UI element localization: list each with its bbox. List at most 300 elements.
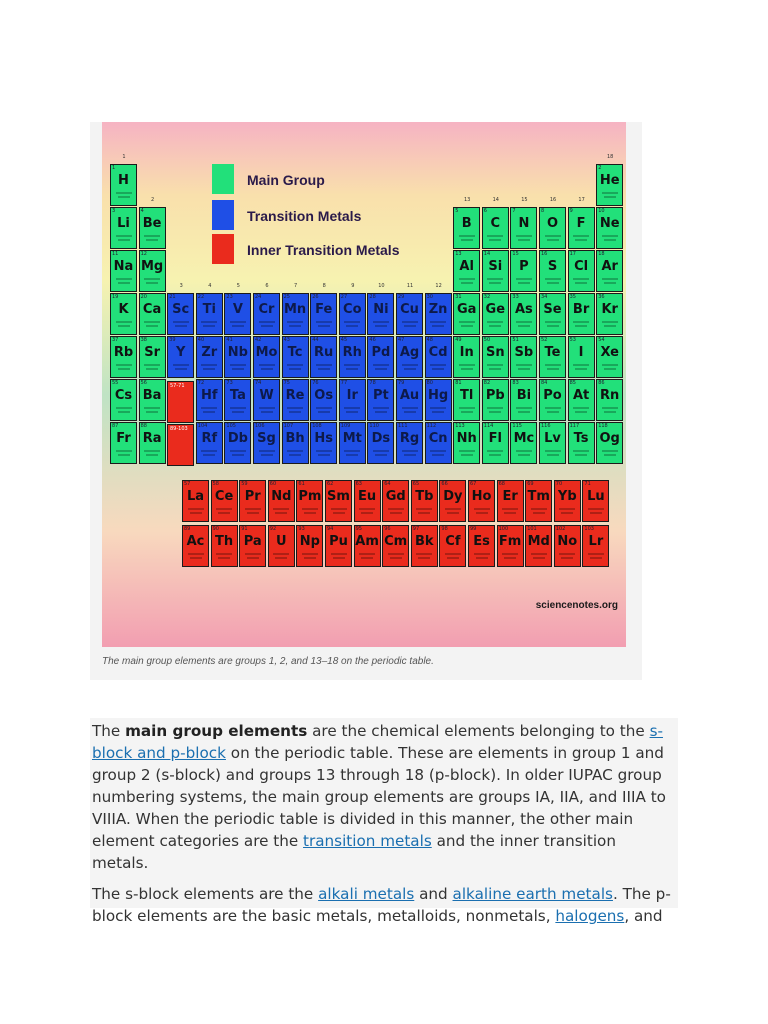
element-symbol: Co [343, 302, 362, 317]
element-name-text [373, 364, 389, 366]
atomic-mass-text [361, 557, 373, 559]
element-symbol: Db [227, 431, 248, 446]
element-symbol: Cm [384, 534, 408, 549]
atomic-mass-text [518, 368, 530, 370]
atomic-number: 58 [212, 481, 219, 487]
element-symbol: Mo [255, 345, 278, 360]
image-credit: sciencenotes.org [535, 600, 618, 611]
atomic-number: 85 [569, 380, 576, 386]
element-cell-es [468, 525, 495, 567]
element-cell-se [539, 293, 566, 335]
atomic-mass-text [289, 411, 301, 413]
atomic-mass-text [518, 454, 530, 456]
atomic-mass-text [203, 368, 215, 370]
element-cell-na [110, 250, 137, 292]
atomic-mass-text [218, 512, 230, 514]
element-name-text [302, 508, 318, 510]
element-cell-ho [468, 480, 495, 522]
atomic-number: 18 [598, 251, 605, 257]
atomic-number: 62 [327, 481, 334, 487]
atomic-number: 100 [498, 526, 509, 532]
element-name-text [331, 508, 347, 510]
atomic-number: 22 [197, 294, 205, 300]
element-cell-lu [582, 480, 609, 522]
atomic-number: 32 [483, 294, 491, 300]
element-symbol: Sn [485, 345, 505, 360]
element-cell-fm [497, 525, 524, 567]
element-cell-hs [310, 422, 337, 464]
atomic-number: 76 [312, 380, 319, 386]
element-symbol: W [259, 388, 274, 403]
element-cell-xe [596, 336, 623, 378]
group-number-label: 11 [406, 283, 414, 289]
element-cell-ds [367, 422, 394, 464]
element-name-text [188, 553, 204, 555]
atomic-number: 47 [398, 337, 405, 343]
atomic-mass-text [190, 557, 202, 559]
atomic-number: 116 [541, 423, 551, 429]
atomic-number: 36 [598, 294, 605, 300]
atomic-mass-text [418, 512, 430, 514]
atomic-number: 37 [112, 337, 119, 343]
element-cell-lr [582, 525, 609, 567]
atomic-mass-text [232, 325, 244, 327]
element-name-text [459, 321, 475, 323]
group-number-label: 17 [578, 197, 585, 203]
element-symbol: Na [113, 259, 134, 274]
atomic-number: 52 [541, 337, 548, 343]
element-cell-in [453, 336, 480, 378]
atomic-mass-text [118, 411, 130, 413]
atomic-number: 51 [512, 337, 519, 343]
element-name-text [559, 508, 575, 510]
element-cell-b [453, 207, 480, 249]
element-name-text [216, 508, 232, 510]
atomic-mass-text [404, 454, 416, 456]
atomic-number: 113 [455, 423, 465, 429]
element-name-text [359, 508, 375, 510]
atomic-number: 26 [312, 294, 319, 300]
atomic-number: 50 [483, 337, 491, 343]
element-cell-pr [239, 480, 266, 522]
element-cell-mn [282, 293, 309, 335]
atomic-mass-text [375, 368, 387, 370]
atomic-mass-text [489, 282, 501, 284]
element-symbol: Pm [298, 489, 322, 504]
element-cell-kr [596, 293, 623, 335]
element-name-text [602, 192, 618, 194]
atomic-number: 75 [283, 380, 290, 386]
element-name-text [445, 508, 461, 510]
element-cell-tc [282, 336, 309, 378]
atomic-mass-text [518, 282, 530, 284]
atomic-number: 20 [140, 294, 147, 300]
atomic-number: 14 [483, 251, 491, 257]
element-cell-at [568, 379, 595, 421]
atomic-number: 43 [283, 337, 290, 343]
element-symbol: Ds [371, 431, 391, 446]
atomic-mass-text [447, 512, 459, 514]
atomic-number: 97 [412, 526, 420, 532]
element-symbol: Rf [201, 431, 218, 446]
atomic-mass-text [261, 454, 273, 456]
atomic-number: 64 [384, 481, 391, 487]
element-symbol: K [118, 302, 129, 317]
element-name-text [430, 321, 446, 323]
atomic-mass-text [333, 557, 345, 559]
element-name-text [173, 321, 189, 323]
atomic-number: 3 [112, 208, 116, 214]
element-name-text [316, 364, 332, 366]
element-name-text [287, 407, 303, 409]
element-cell-au [396, 379, 423, 421]
atomic-number: 84 [541, 380, 548, 386]
element-symbol: N [518, 216, 530, 231]
element-cell-n [510, 207, 537, 249]
element-name-text [344, 321, 360, 323]
element-name-text [573, 278, 589, 280]
element-symbol: Mt [342, 431, 362, 446]
element-name-text [487, 364, 503, 366]
atomic-mass-text [476, 512, 488, 514]
element-cell-nd [268, 480, 295, 522]
atomic-number: 66 [441, 481, 448, 487]
atomic-mass-text [489, 325, 501, 327]
atomic-number: 60 [269, 481, 277, 487]
atomic-number: 54 [598, 337, 605, 343]
element-cell-ar [596, 250, 623, 292]
atomic-number: 16 [541, 251, 548, 257]
element-name-text [531, 553, 547, 555]
element-cell-cm [382, 525, 409, 567]
element-symbol: Nd [271, 489, 292, 504]
atomic-mass-text [518, 325, 530, 327]
element-symbol: Li [117, 216, 130, 231]
atomic-mass-text [604, 239, 616, 241]
element-cell-cl [568, 250, 595, 292]
element-name-text [573, 450, 589, 452]
element-symbol: Ti [202, 302, 216, 317]
atomic-number: 9 [569, 208, 573, 214]
atomic-number: 77 [340, 380, 348, 386]
atomic-mass-text [146, 282, 158, 284]
element-name-text [116, 364, 132, 366]
atomic-mass-text [604, 325, 616, 327]
atomic-number: 114 [483, 423, 494, 429]
atomic-mass-text [375, 325, 387, 327]
element-cell-sg [253, 422, 280, 464]
group-number-label: 12 [435, 283, 442, 289]
element-name-text [402, 407, 418, 409]
atomic-number: 71 [584, 481, 591, 487]
element-name-text [474, 508, 490, 510]
atomic-mass-text [604, 454, 616, 456]
element-symbol: Tc [287, 345, 303, 360]
element-name-text [430, 407, 446, 409]
element-symbol: Bk [415, 534, 434, 549]
element-symbol: Cl [574, 259, 589, 274]
legend-swatch-main-group [212, 164, 234, 194]
atomic-mass-text [547, 239, 559, 241]
element-name-text [545, 235, 561, 237]
element-symbol: Ne [599, 216, 620, 231]
element-symbol: Ge [485, 302, 506, 317]
element-symbol: Ni [373, 302, 389, 317]
element-cell-po [539, 379, 566, 421]
element-name-text [459, 407, 475, 409]
element-symbol: Te [544, 345, 561, 360]
group-number-label: 1 [122, 154, 126, 160]
element-symbol: In [459, 345, 474, 360]
element-cell-ba [139, 379, 166, 421]
atomic-number: 74 [255, 380, 262, 386]
element-name-text [373, 407, 389, 409]
element-symbol: Zr [201, 345, 218, 360]
atomic-number: 48 [426, 337, 433, 343]
element-symbol: Ag [399, 345, 420, 360]
element-symbol: Lr [588, 534, 604, 549]
element-cell-te [539, 336, 566, 378]
element-cell-bh [282, 422, 309, 464]
element-symbol: At [572, 388, 590, 403]
element-symbol: Hf [201, 388, 218, 403]
element-name-text [602, 278, 618, 280]
group-number-label: 5 [236, 283, 240, 289]
element-cell-si [482, 250, 509, 292]
legend-label-main-group: Main Group [247, 172, 325, 188]
element-cell-u [268, 525, 295, 567]
atomic-mass-text [247, 512, 259, 514]
atomic-number: 30 [426, 294, 433, 300]
text: and [414, 885, 453, 903]
link-transition-metals[interactable]: transition metals [303, 832, 432, 850]
element-name-text [416, 508, 432, 510]
group-number-label: 10 [378, 283, 385, 289]
element-cell-tm [525, 480, 552, 522]
element-cell-co [339, 293, 366, 335]
element-symbol: Ca [142, 302, 162, 317]
element-cell-h [110, 164, 137, 206]
element-cell-nb [224, 336, 251, 378]
element-cell-la [182, 480, 209, 522]
atomic-number: 27 [340, 294, 348, 300]
element-name-text [287, 364, 303, 366]
element-name-text [602, 321, 618, 323]
element-cell-zn [425, 293, 452, 335]
atomic-number: 15 [512, 251, 519, 257]
element-symbol: Pr [244, 489, 261, 504]
atomic-number: 8 [541, 208, 545, 214]
element-name-text [144, 364, 160, 366]
element-symbol: Er [502, 489, 518, 504]
element-symbol: La [186, 489, 205, 504]
element-cell-k [110, 293, 137, 335]
atomic-number: 31 [455, 294, 462, 300]
element-symbol: Ac [186, 534, 205, 549]
atomic-number: 46 [369, 337, 376, 343]
element-symbol: Au [399, 388, 420, 403]
element-cell-sr [139, 336, 166, 378]
atomic-mass-text [461, 454, 473, 456]
element-symbol: Dy [443, 489, 463, 504]
element-symbol: P [519, 259, 529, 274]
element-name-text [344, 407, 360, 409]
atomic-number: 117 [569, 423, 580, 429]
element-name-text [316, 450, 332, 452]
element-cell-al [453, 250, 480, 292]
element-name-text [273, 553, 289, 555]
atomic-mass-text [575, 411, 587, 413]
atomic-number: 104 [197, 423, 208, 429]
element-name-text [602, 407, 618, 409]
element-cell-ts [568, 422, 595, 464]
atomic-number: 1 [112, 165, 116, 171]
atomic-number: 89 [184, 526, 191, 532]
element-cell-rf [196, 422, 223, 464]
atomic-number: 42 [255, 337, 262, 343]
group-number-label: 14 [492, 197, 499, 203]
element-cell-mg [139, 250, 166, 292]
element-symbol: Al [459, 259, 474, 274]
element-name-text [516, 407, 532, 409]
element-name-text [602, 364, 618, 366]
element-name-text [487, 235, 503, 237]
element-symbol: B [461, 216, 472, 231]
element-cell-ti [196, 293, 223, 335]
element-name-text [316, 321, 332, 323]
group-number-label: 9 [351, 283, 355, 289]
element-symbol: Cd [428, 345, 448, 360]
element-symbol: Nh [456, 431, 477, 446]
element-name-text [344, 364, 360, 366]
element-cell-pd [367, 336, 394, 378]
atomic-number: 115 [512, 423, 522, 429]
atomic-number: 105 [226, 423, 236, 429]
element-symbol: Cs [114, 388, 133, 403]
element-cell-ta [224, 379, 251, 421]
link-alkaline-earth-metals[interactable]: alkaline earth metals [452, 885, 613, 903]
group-number-label: 6 [265, 283, 269, 289]
atomic-mass-text [604, 196, 616, 198]
element-cell-ru [310, 336, 337, 378]
element-name-text [230, 450, 246, 452]
element-name-text [144, 321, 160, 323]
element-symbol: Rh [342, 345, 362, 360]
atomic-number: 93 [298, 526, 305, 532]
atomic-mass-text [518, 411, 530, 413]
element-name-text [588, 553, 604, 555]
element-name-text [430, 364, 446, 366]
element-name-text [144, 278, 160, 280]
text: and the inner transition metals. [92, 832, 616, 872]
element-symbol: Np [299, 534, 320, 549]
element-symbol: Pd [371, 345, 391, 360]
atomic-mass-text [261, 411, 273, 413]
element-name-text [573, 235, 589, 237]
atomic-number: 107 [283, 423, 294, 429]
element-symbol: U [276, 534, 287, 549]
element-symbol: Nb [227, 345, 248, 360]
atomic-mass-text [489, 368, 501, 370]
atomic-mass-text [304, 557, 316, 559]
element-cell-nh [453, 422, 480, 464]
atomic-mass-text [547, 282, 559, 284]
element-cell-w [253, 379, 280, 421]
legend-label-transition-metals: Transition Metals [247, 208, 362, 224]
atomic-mass-text [604, 368, 616, 370]
element-name-text [201, 450, 217, 452]
element-symbol: C [490, 216, 501, 231]
element-symbol: As [514, 302, 533, 317]
text: , and [624, 907, 663, 925]
element-name-text [545, 278, 561, 280]
element-symbol: Gd [385, 489, 406, 504]
atomic-mass-text [432, 454, 444, 456]
atomic-mass-text [318, 368, 330, 370]
atomic-mass-text [561, 557, 573, 559]
atomic-number: 67 [470, 481, 477, 487]
lanthanide-range-label: 57-71 [170, 383, 185, 389]
atomic-mass-text [461, 368, 473, 370]
atomic-mass-text [118, 454, 130, 456]
element-symbol: Os [314, 388, 334, 403]
element-symbol: Pa [243, 534, 262, 549]
element-name-text [359, 553, 375, 555]
atomic-number: 88 [140, 423, 147, 429]
atomic-mass-text [146, 368, 158, 370]
atomic-number: 39 [169, 337, 176, 343]
element-symbol: I [578, 345, 584, 360]
atomic-mass-text [289, 325, 301, 327]
atomic-number: 68 [498, 481, 505, 487]
atomic-mass-text [261, 368, 273, 370]
atomic-number: 108 [312, 423, 322, 429]
atomic-number: 19 [112, 294, 119, 300]
group-number-label: 18 [607, 154, 614, 160]
element-cell-ac [182, 525, 209, 567]
atomic-number: 44 [312, 337, 319, 343]
atomic-number: 55 [112, 380, 119, 386]
atomic-number: 10 [598, 208, 605, 214]
link-halogens[interactable]: halogens [555, 907, 625, 925]
element-name-text [259, 407, 275, 409]
atomic-number: 17 [569, 251, 576, 257]
atomic-number: 79 [398, 380, 405, 386]
atomic-number: 102 [555, 526, 566, 532]
element-symbol: H [118, 173, 129, 188]
atomic-mass-text [504, 512, 516, 514]
element-name-text [116, 321, 132, 323]
atomic-number: 12 [140, 251, 147, 257]
atomic-mass-text [432, 325, 444, 327]
element-cell-cf [439, 525, 466, 567]
link-s-block-p-block[interactable]: s-block and p-block [92, 722, 663, 762]
link-alkali-metals[interactable]: alkali metals [318, 885, 415, 903]
atomic-mass-text [518, 239, 530, 241]
atomic-mass-text [203, 325, 215, 327]
text: are the chemical elements belonging to the [307, 722, 650, 740]
element-name-text [373, 321, 389, 323]
atomic-mass-text [432, 411, 444, 413]
element-cell-tb [411, 480, 438, 522]
figure-caption: The main group elements are groups 1, 2, and 13–18 on the periodic table. [102, 656, 434, 667]
atomic-mass-text [203, 411, 215, 413]
element-cell-cs [110, 379, 137, 421]
element-symbol: Hg [428, 388, 449, 403]
text: on the periodic table. These are elements in group 1 and group 2 (s-block) and groups 13 through 18 (p-block). In older IUPAC group numbering systems, the main group elements are groups IA, IIA, and IIIA to VIIIA. When the periodic table is divided in this manner, the other main element categories are the [92, 744, 666, 850]
atomic-mass-text [118, 196, 130, 198]
atomic-mass-text [390, 557, 402, 559]
